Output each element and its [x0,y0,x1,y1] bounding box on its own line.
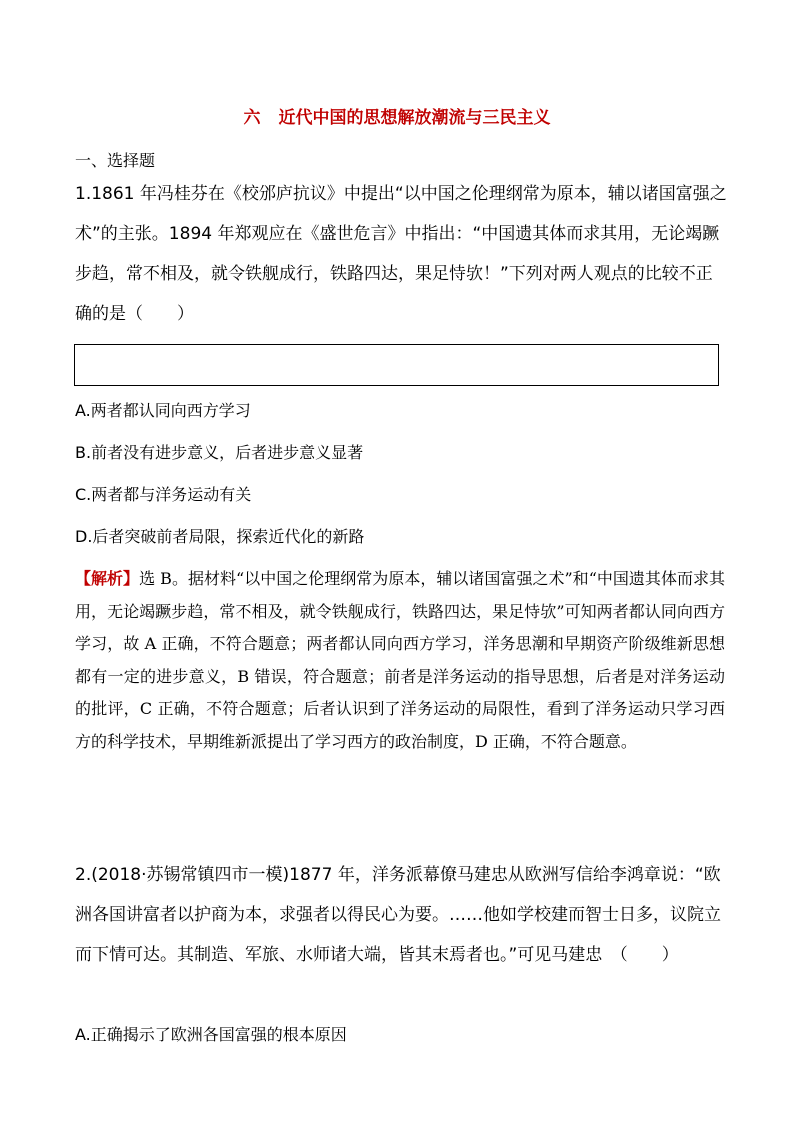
analysis-tag: 【解析】 [75,569,140,588]
question-2-stem [75,855,727,975]
question-1-stem [75,174,727,334]
q1-option-c: C.两者都与洋务运动有关 [75,485,252,504]
section-heading: 一、选择题 [75,151,156,170]
q1-option-b: B.前者没有进步意义，后者进步意义显著 [75,443,364,462]
q1-analysis [75,563,725,758]
chapter-title: 近代中国的思想解放潮流与三民主义 [278,108,551,128]
question-1-text: 1.1861 年冯桂芬在《校邠庐抗议》中提出“以中国之伦理纲常为原本，辅以诸国富强之术”的主张。1894 年郑观应在《盛世危言》中指出：“中国遗其体而求其用，无论竭蹶步趋，常不相及，就令铁舰成行，铁路四达，果足恃欤！”下列对两人观点的比较不正确的是（ ） [75,184,727,324]
q1-option-a: A.两者都认同向西方学习 [75,401,251,420]
q2-option-a: A.正确揭示了欧洲各国富强的根本原因 [75,1025,347,1044]
page-title [0,103,794,128]
analysis-text: 选 B。据材料“以中国之伦理纲常为原本，辅以诸国富强之术”和“中国遗其体而求其用，无论竭蹶步趋，常不相及，就令铁舰成行，铁路四达，果足恃欤”可知两者都认同向西方学习，故 A 正确，不符合题意；两者都认同向西方学习，洋务思潮和早期资产阶级维新思想都有一定的进步意义，B 错误，符合题意；前者是洋务运动的指导思想，后者是对洋务运动的批评，C 正确，不符合题意；后者认识到了洋务运动的局限性，看到了洋务运动只学习西方的科学技术，早期维新派提出了学习西方的政治制度，D 正确，不符合题意。 [75,569,725,751]
question-2-text: 2.(2018·苏锡常镇四市一模)1877 年，洋务派幕僚马建忠从欧洲写信给李鸿章说：“欧洲各国讲富者以护商为本，求强者以得民心为要。……他如学校建而智士日多，议院立而下情可达。其制造、军旅、水师诸大端，皆其末焉者也。”可见马建忠 （ ） [75,865,721,965]
q1-option-d: D.后者突破前者局限，探索近代化的新路 [75,527,365,546]
chapter-number: 六 [243,108,261,128]
answer-box [74,344,719,386]
